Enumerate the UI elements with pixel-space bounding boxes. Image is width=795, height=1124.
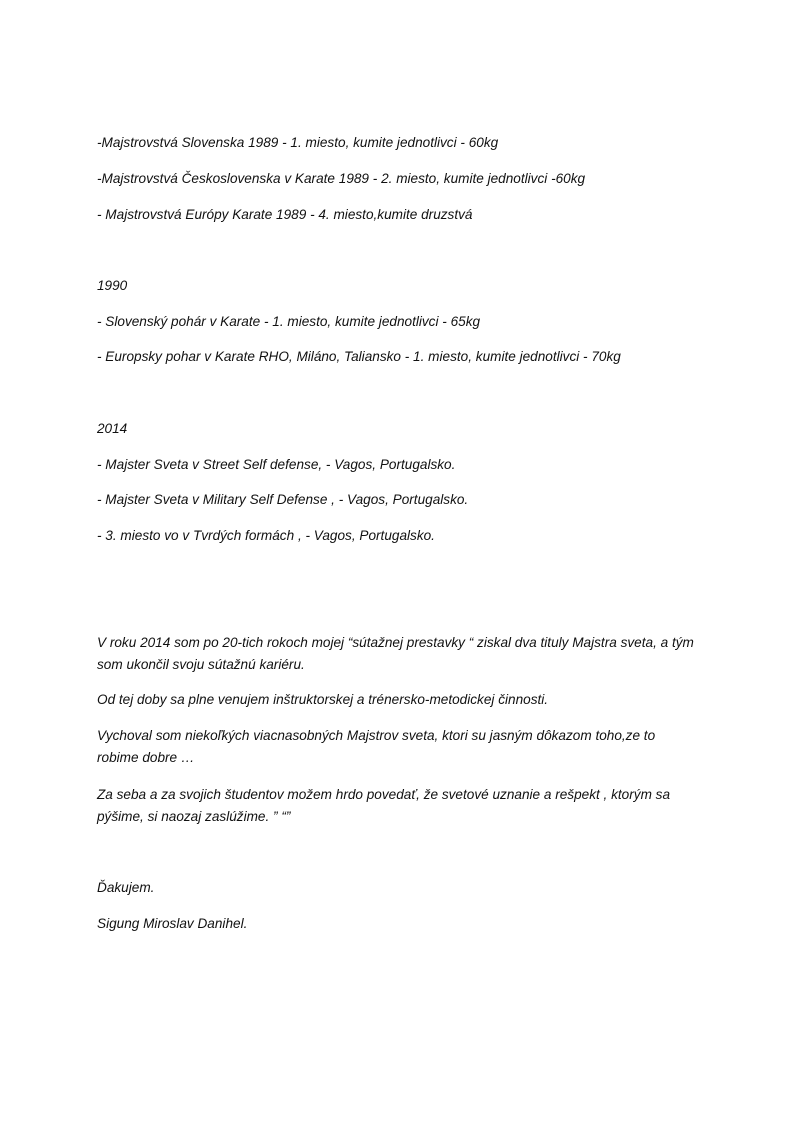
signature: Sigung Miroslav Danihel. [97,916,248,931]
thanks-text: Ďakujem. [97,880,155,895]
paragraph-career-end: V roku 2014 som po 20-tich rokoch mojej “sútažnej prestavky “ ziskal dva tituly Majstra sveta, a tým som ukončil svoju sútažnú kariéru. [97,635,694,672]
result-2014-hard-forms: - 3. miesto vo v Tvrdých formách , - Vagos, Portugalsko. [97,528,435,543]
paragraph-world-champions: Vychoval som niekoľkých viacnasobných Majstrov sveta, ktori su jasným dôkazom toho,ze to robime dobre … [97,728,656,765]
result-1990-european-cup: - Europsky pohar v Karate RHO, Miláno, Taliansko - 1. miesto, kumite jednotlivci - 70kg [97,349,621,364]
paragraph-instructor: Od tej doby sa plne venujem inštruktorskej a trénersko-metodickej činnosti. [97,692,549,707]
result-1989-europe: - Majstrovstvá Európy Karate 1989 - 4. miesto,kumite druzstvá [97,207,473,222]
result-1990-slovak-cup: - Slovenský pohár v Karate - 1. miesto, kumite jednotlivci - 65kg [97,314,481,329]
result-1989-slovakia: -Majstrovstvá Slovenska 1989 - 1. miesto, kumite jednotlivci - 60kg [97,135,499,150]
year-heading-2014: 2014 [97,421,128,436]
result-2014-street-self-defense: - Majster Sveta v Street Self defense, - Vagos, Portugalsko. [97,457,456,472]
result-2014-military-self-defense: - Majster Sveta v Military Self Defense , - Vagos, Portugalsko. [97,492,469,507]
paragraph-recognition: Za seba a za svojich študentov možem hrdo povedať, že svetové uznanie a rešpekt , ktorým sa pýšime, si naozaj zaslúžime. ” “” [97,787,671,824]
year-heading-1990: 1990 [97,278,128,293]
result-1989-czechoslovakia: -Majstrovstvá Československa v Karate 1989 - 2. miesto, kumite jednotlivci -60kg [97,171,586,186]
